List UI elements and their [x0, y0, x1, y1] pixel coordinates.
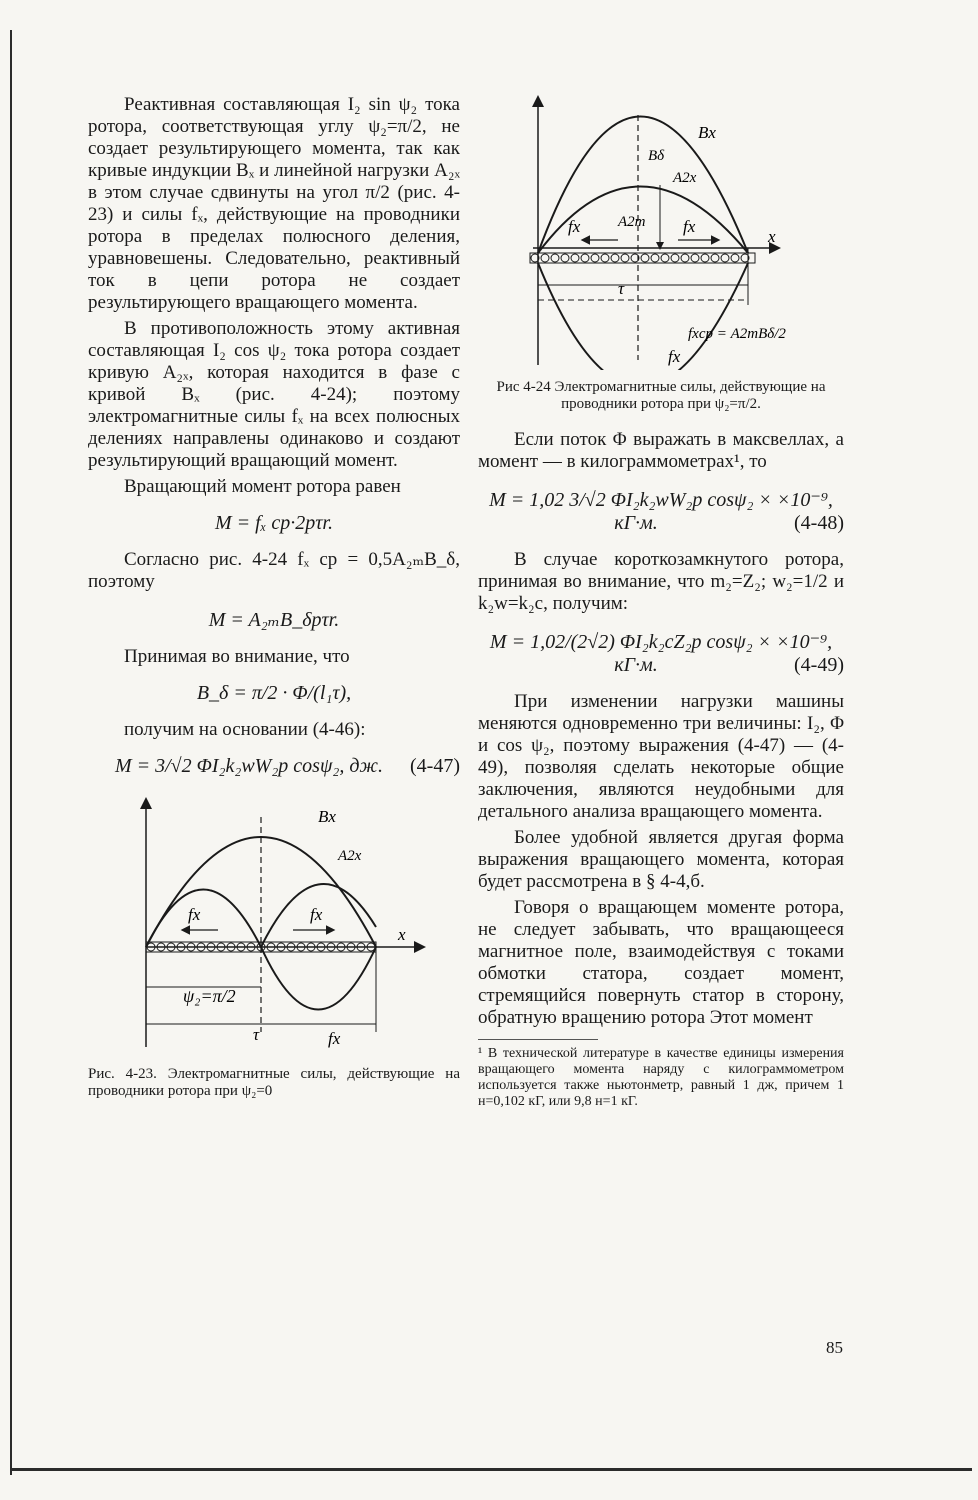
right-column — [478, 90, 844, 1110]
conductor-circle — [691, 254, 699, 262]
label-a2x-23: A2x — [338, 848, 362, 864]
conductor-circle — [551, 254, 559, 262]
paragraph-considering: Принимая во внимание, что — [124, 646, 350, 667]
paragraph-obtain: получим на основании (4-46): — [124, 719, 366, 740]
curve-fx-24 — [538, 263, 748, 370]
paragraph-torque-intro: Вращающий момент ротора равен — [124, 476, 401, 497]
conductor-circle — [611, 254, 619, 262]
page-bottom-edge — [12, 1468, 972, 1471]
label-fxcp-24: fxср = A2mBδ/2 — [688, 326, 786, 342]
conductor-circle — [621, 254, 629, 262]
conductor-circle — [681, 254, 689, 262]
paragraph-other-form: Более удобной является другая форма выражения вращающего момента, которая будет рассмотрена в § 4-4,б. — [478, 827, 844, 892]
label-fx-24-bottom: fx — [668, 347, 681, 366]
label-fx-23-right: fx — [310, 905, 323, 924]
figure-4-24 — [478, 90, 844, 370]
paragraph-according: Согласно рис. 4-24 fₓ ср = 0,5A₂ₘB_δ, поэтому — [88, 549, 460, 592]
label-fx-24-left: fx — [568, 217, 581, 236]
equation-number-4-49: (4-49) — [794, 654, 844, 676]
paragraph-load-change: При изменении нагрузки машины меняются одновременно три величины: I₂, Φ и cos ψ₂, поэтому выражения (4-47) — (4-49), позволяя сделать некоторые общие заключения, являются неудобными для детального анализа вращающего момента. — [478, 691, 844, 822]
conductor-circle — [721, 254, 729, 262]
label-x-24: x — [768, 227, 776, 246]
curve-fx-23 — [261, 947, 376, 1010]
conductor-band-24 — [531, 254, 749, 262]
conductor-circle — [591, 254, 599, 262]
equation-4-49-body: M = 1,02/(2√2) ΦI₂k₂cZ₂p cosψ₂ × ×10⁻⁹, кГ·м. — [489, 631, 833, 676]
paragraph-active: В противоположность этому активная составляющая I₂ cos ψ₂ тока ротора создает кривую A₂ₓ, которая находится в фазе с кривой Bₓ (рис. 4-24); поэтому электромагнитные силы fₓ на всех полюсных делениях направлены одинаково и создают результирующий вращающий момент. — [88, 318, 460, 471]
equation-4-48 — [478, 487, 844, 535]
equation-number-4-47: (4-47) — [410, 755, 460, 777]
paragraph-stator-torque: Говоря о вращающем моменте ротора, не следует забывать, что вращающееся магнитное поле, взаимодействуя с токами обмотки статора, создает момент, стремящийся повернуть статор в сторону, обратную вращению ротора Этот момент — [478, 897, 844, 1028]
equation-torque: M = fₓ ср·2pτr. — [215, 512, 333, 534]
conductor-circle — [671, 254, 679, 262]
label-fx-23-bottom: fx — [328, 1029, 341, 1048]
equation-induction: B_δ = π/2 · Φ/(l₁τ), — [196, 682, 352, 704]
label-tau-23: τ — [253, 1025, 260, 1044]
conductor-circle — [601, 254, 609, 262]
label-bx-24: Bx — [698, 123, 716, 142]
label-a2x-24: A2x — [673, 170, 697, 186]
conductor-circle — [641, 254, 649, 262]
conductor-circle — [701, 254, 709, 262]
label-fx-24-right: fx — [683, 217, 696, 236]
equation-torque-2: M = A₂ₘB_δpτr. — [208, 609, 340, 631]
footnote: ¹ В технической литературе в качестве единицы измерения вращающего момента наряду с килограммометром используется также ньютонметр, равный 1 дж, причем 1 н=0,102 кГ, или 9,8 н=1 кГ. — [478, 1046, 844, 1109]
page-edge-line — [10, 30, 12, 1475]
equation-4-49 — [478, 629, 844, 677]
paragraph-reactive: Реактивная составляющая I₂ sin ψ₂ тока ротора, соответствующая углу ψ₂=π/2, не создает результирующего момента, так как кривые индукции Bₓ и линейной нагрузки A₂ₓ в этом случае сдвинуты на угол π/2 (рис. 4-23) и силы fₓ, действующие на проводники ротора в пределах полюсного деления, уравновешены. Следовательно, реактивный ток в цепи ротора не создает результирующего вращающего момента. — [88, 94, 460, 313]
equation-4-47 — [88, 755, 460, 778]
label-bdelta-24: Bδ — [648, 148, 665, 164]
paragraph-squirrel-cage: В случае короткозамкнутого ротора, принимая во внимание, что m₂=Z₂; w₂=1/2 и k₂w=k₂c, получим: — [478, 549, 844, 614]
label-bx-23: Bx — [318, 807, 336, 826]
page-number: 85 — [826, 1338, 843, 1357]
footnote-rule — [478, 1039, 598, 1040]
conductor-circle — [731, 254, 739, 262]
conductor-circle — [541, 254, 549, 262]
conductor-circle — [651, 254, 659, 262]
caption-figure-4-23: Рис. 4-23. Электромагнитные силы, действующие на проводники ротора при ψ₂=0 — [88, 1066, 460, 1099]
left-column — [88, 90, 460, 1100]
caption-figure-4-24: Рис 4-24 Электромагнитные силы, действующие на проводники ротора при ψ₂=π/2. — [496, 379, 826, 412]
equation-number-4-48: (4-48) — [794, 512, 844, 534]
conductor-circle — [571, 254, 579, 262]
label-x-23: x — [398, 925, 406, 944]
conductor-circle — [661, 254, 669, 262]
conductor-circle — [561, 254, 569, 262]
label-tau-24: τ — [618, 279, 625, 298]
paragraph-maxwell: Если поток Φ выражать в максвеллах, а момент — в килограммометрах¹, то — [478, 429, 844, 472]
equation-4-48-body: M = 1,02 3/√2 ΦI₂k₂wW₂p cosψ₂ × ×10⁻⁹, кГ·м. — [489, 489, 833, 534]
label-a2m-24: A2m — [618, 214, 646, 230]
conductor-circle — [711, 254, 719, 262]
label-fx-23-left: fx — [188, 905, 201, 924]
label-psi-23: ψ₂=π/2 — [183, 986, 236, 1006]
conductor-circle — [581, 254, 589, 262]
figure-4-23 — [88, 792, 460, 1057]
equation-4-47-body: M = 3/√2 ΦI₂k₂wW₂p cosψ₂, дж. — [114, 755, 384, 777]
